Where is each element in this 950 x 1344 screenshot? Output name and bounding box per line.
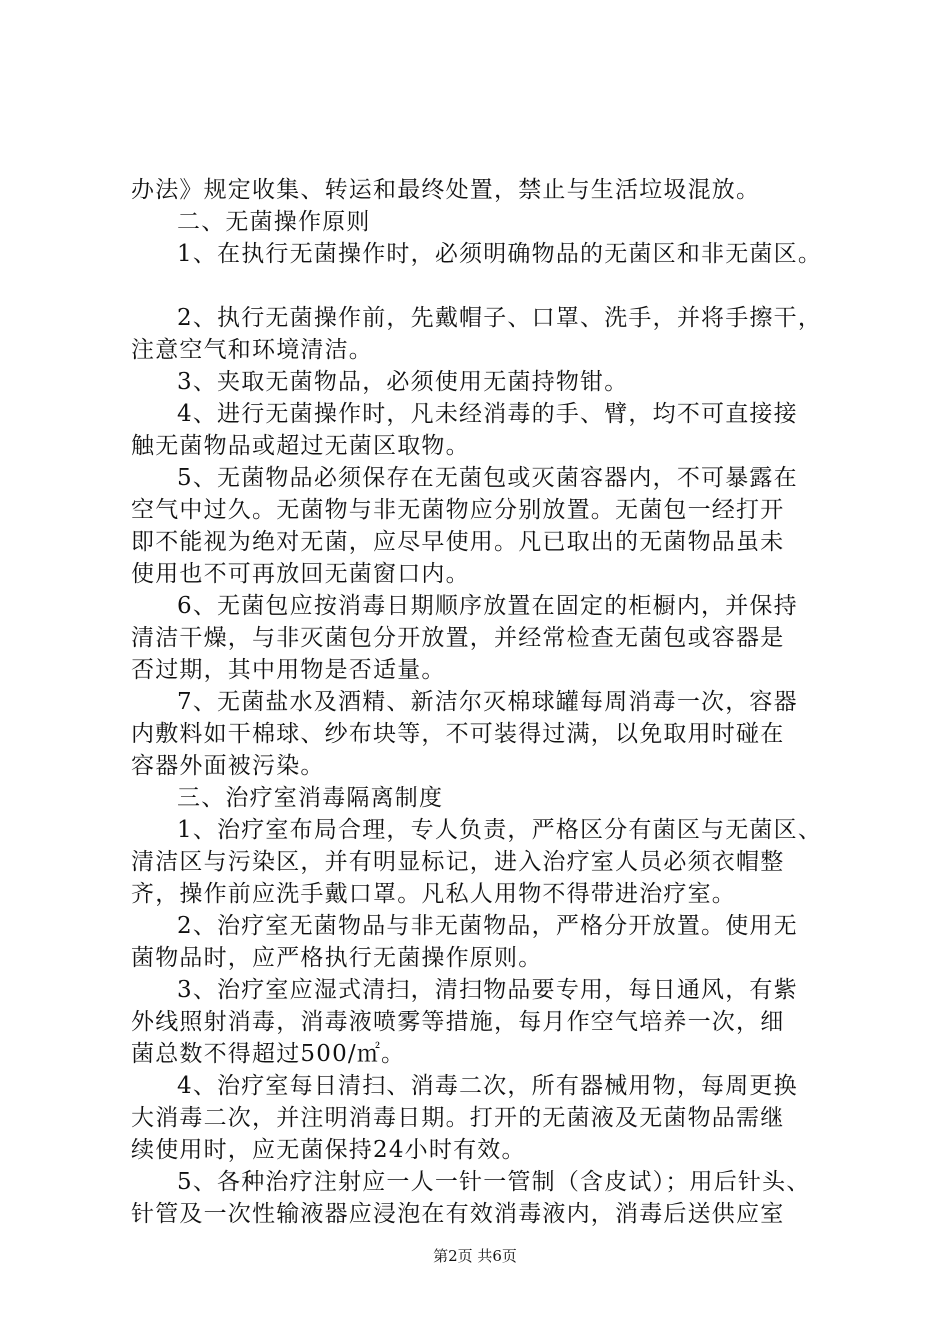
body-line: 4、治疗室每日清扫、消毒二次，所有器械用物，每周更换 (177, 1073, 798, 1099)
body-line: 齐，操作前应洗手戴口罩。凡私人用物不得带进治疗室。 (131, 881, 736, 907)
document-body (131, 174, 831, 1230)
body-line: 6、无菌包应按消毒日期顺序放置在固定的柜橱内，并保持 (177, 593, 798, 619)
body-line: 续使用时，应无菌保持24小时有效。 (131, 1137, 526, 1163)
body-line: 4、进行无菌操作时，凡未经消毒的手、臂，均不可直接接 (177, 401, 798, 427)
body-line: 办法》规定收集、转运和最终处置，禁止与生活垃圾混放。 (131, 177, 761, 203)
page-number-footer: 第2页 共6页 (433, 1247, 517, 1265)
body-line: 清洁区与污染区，并有明显标记，进入治疗室人员必须衣帽整 (131, 849, 785, 875)
body-line: 5、无菌物品必须保存在无菌包或灭菌容器内，不可暴露在 (177, 465, 798, 491)
section-heading: 三、治疗室消毒隔离制度 (177, 785, 444, 811)
body-line: 3、治疗室应湿式清扫，清扫物品要专用，每日通风，有紫 (177, 977, 798, 1003)
body-line: 2、执行无菌操作前，先戴帽子、口罩、洗手，并将手擦干， (177, 305, 823, 331)
body-line: 空气中过久。无菌物与非无菌物应分别放置。无菌包一经打开 (131, 497, 785, 523)
section-heading: 二、无菌操作原则 (177, 209, 371, 235)
body-line: 否过期，其中用物是否适量。 (131, 657, 446, 683)
body-line: 内敷料如干棉球、纱布块等，不可装得过满，以免取用时碰在 (131, 721, 785, 747)
body-line: 针管及一次性输液器应浸泡在有效消毒液内，消毒后送供应室 (131, 1201, 785, 1227)
body-line: 注意空气和环境清洁。 (131, 337, 373, 363)
body-line: 3、夹取无菌物品，必须使用无菌持物钳。 (177, 369, 629, 395)
body-line: 使用也不可再放回无菌窗口内。 (131, 561, 470, 587)
body-line: 5、各种治疗注射应一人一针一管制（含皮试）；用后针头、 (177, 1169, 811, 1195)
body-line: 大消毒二次，并注明消毒日期。打开的无菌液及无菌物品需继 (131, 1105, 785, 1131)
body-line: 1、治疗室布局合理，专人负责，严格区分有菌区与无菌区、 (177, 817, 823, 843)
body-line: 即不能视为绝对无菌，应尽早使用。凡已取出的无菌物品虽未 (131, 529, 785, 555)
body-line: 触无菌物品或超过无菌区取物。 (131, 433, 470, 459)
body-line: 容器外面被污染。 (131, 753, 325, 779)
body-line: 菌总数不得超过500/㎡。 (131, 1041, 406, 1067)
body-line: 2、治疗室无菌物品与非无菌物品，严格分开放置。使用无 (177, 913, 798, 939)
blank-line (131, 270, 831, 302)
body-line: 7、无菌盐水及酒精、新洁尔灭棉球罐每周消毒一次，容器 (177, 689, 798, 715)
body-line: 菌物品时，应严格执行无菌操作原则。 (131, 945, 543, 971)
body-line: 1、在执行无菌操作时，必须明确物品的无菌区和非无菌区。 (177, 241, 823, 267)
body-line: 外线照射消毒，消毒液喷雾等措施，每月作空气培养一次，细 (131, 1009, 785, 1035)
body-line: 清洁干燥，与非灭菌包分开放置，并经常检查无菌包或容器是 (131, 625, 785, 651)
